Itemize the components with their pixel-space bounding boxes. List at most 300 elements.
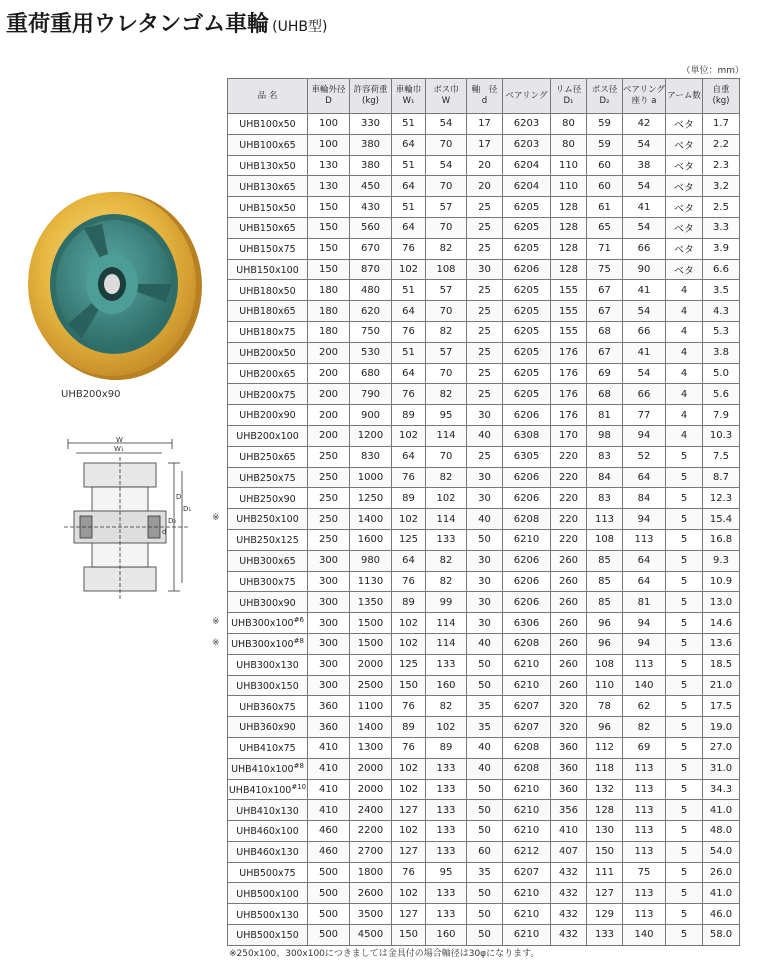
model-name-cell	[228, 259, 308, 280]
column-header-label: ボス径	[591, 85, 618, 95]
column-header-sublabel: D₁	[563, 96, 574, 106]
table-row	[228, 301, 740, 322]
table-cell: 380	[350, 134, 392, 155]
table-cell: 127	[587, 883, 623, 904]
table-row	[228, 841, 740, 862]
table-cell: ベタ	[666, 217, 703, 238]
table-cell: 2.2	[703, 134, 740, 155]
table-cell: 3.8	[703, 342, 740, 363]
page-title	[6, 7, 327, 38]
table-cell: 360	[551, 779, 587, 800]
table-cell: 4	[666, 321, 703, 342]
table-cell: 6212	[503, 841, 551, 862]
table-cell: 6204	[503, 155, 551, 176]
table-cell: 133	[426, 883, 467, 904]
table-cell: 260	[551, 571, 587, 592]
table-cell: 82	[426, 384, 467, 405]
table-cell: 113	[623, 800, 666, 821]
table-cell: 1350	[350, 592, 392, 613]
table-cell: 407	[551, 841, 587, 862]
column-header-label: アーム数	[667, 90, 701, 101]
table-cell: 9.3	[703, 550, 740, 571]
table-cell: 360	[551, 758, 587, 779]
table-cell: 6.6	[703, 259, 740, 280]
table-cell: 51	[392, 342, 426, 363]
table-cell: 560	[350, 217, 392, 238]
table-cell: ベタ	[666, 134, 703, 155]
table-cell: 102	[392, 779, 426, 800]
table-cell: 110	[551, 155, 587, 176]
model-name: UHB300x75	[239, 577, 296, 588]
table-cell: 25	[467, 280, 503, 301]
table-cell: 176	[551, 384, 587, 405]
table-cell: 64	[392, 446, 426, 467]
table-cell: 320	[551, 696, 587, 717]
table-cell: 4	[666, 425, 703, 446]
table-cell: 76	[392, 238, 426, 259]
model-name: UHB250x90	[239, 493, 296, 505]
table-cell: 67	[587, 280, 623, 301]
table-cell: 430	[350, 197, 392, 218]
table-cell: 980	[350, 550, 392, 571]
table-cell: 76	[392, 737, 426, 758]
table-cell: 5	[666, 925, 703, 946]
table-cell: 1000	[350, 467, 392, 488]
table-cell: 96	[587, 717, 623, 738]
table-row	[228, 571, 740, 592]
table-cell: 432	[551, 862, 587, 883]
table-cell: 2700	[350, 841, 392, 862]
table-cell: 133	[426, 800, 467, 821]
table-cell: ベタ	[666, 197, 703, 218]
table-cell: 35	[467, 862, 503, 883]
table-cell: 6205	[503, 301, 551, 322]
model-name: UHB300x90	[239, 597, 296, 609]
table-cell: 50	[467, 529, 503, 550]
model-name: UHB300x100	[231, 639, 294, 651]
table-cell: 6205	[503, 217, 551, 238]
table-cell: 128	[551, 197, 587, 218]
table-cell: 113	[623, 841, 666, 862]
table-cell: 89	[392, 488, 426, 509]
model-name-cell	[228, 467, 308, 488]
table-cell: 300	[308, 633, 350, 654]
table-cell: 82	[426, 696, 467, 717]
table-cell: 54.0	[703, 841, 740, 862]
model-name: UHB500x75	[239, 868, 296, 880]
table-cell: 114	[426, 613, 467, 634]
model-name-cell	[228, 321, 308, 342]
model-suffix: #8	[293, 762, 304, 771]
table-row	[228, 321, 740, 342]
table-cell: 66	[623, 321, 666, 342]
table-cell: 360	[308, 717, 350, 738]
table-cell: 70	[426, 363, 467, 384]
table-cell: 42	[623, 114, 666, 135]
column-header-label: 自重	[712, 85, 730, 95]
table-cell: 5	[666, 571, 703, 592]
table-cell: 220	[551, 509, 587, 530]
table-cell: 82	[426, 550, 467, 571]
table-cell: 113	[623, 883, 666, 904]
table-header-row	[228, 79, 740, 114]
table-cell: 80	[551, 114, 587, 135]
table-cell: 64	[392, 363, 426, 384]
column-header	[228, 79, 308, 114]
table-cell: 82	[623, 717, 666, 738]
table-cell: 360	[551, 737, 587, 758]
model-name: UHB200x75	[239, 389, 296, 401]
table-row	[228, 155, 740, 176]
model-name: UHB410x100	[228, 784, 292, 796]
table-cell: 200	[308, 384, 350, 405]
table-cell: 114	[426, 509, 467, 530]
model-name-cell	[228, 197, 308, 218]
table-cell: 260	[551, 550, 587, 571]
model-name-cell	[228, 425, 308, 446]
table-cell: 6205	[503, 197, 551, 218]
model-suffix: #10	[291, 782, 307, 791]
drawing-label-d2: D₂	[168, 517, 177, 525]
table-cell: 1250	[350, 488, 392, 509]
column-header	[467, 79, 503, 114]
table-cell: 180	[308, 321, 350, 342]
table-row	[228, 176, 740, 197]
table-cell: 108	[587, 529, 623, 550]
model-name-cell	[228, 571, 308, 592]
model-name: UHB250x100	[236, 514, 299, 526]
table-cell: 70	[426, 176, 467, 197]
table-cell: 460	[308, 821, 350, 842]
table-cell: 18.5	[703, 654, 740, 675]
table-cell: 450	[350, 176, 392, 197]
table-cell: 300	[308, 571, 350, 592]
table-row	[228, 821, 740, 842]
table-cell: 170	[551, 425, 587, 446]
table-cell: 51	[392, 114, 426, 135]
table-cell: 128	[587, 800, 623, 821]
table-cell: 82	[426, 238, 467, 259]
table-cell: 102	[392, 633, 426, 654]
table-cell: 89	[392, 405, 426, 426]
table-cell: 220	[551, 467, 587, 488]
table-cell: 6206	[503, 550, 551, 571]
model-name-cell	[228, 176, 308, 197]
table-cell: 260	[551, 592, 587, 613]
table-cell: 150	[308, 217, 350, 238]
table-cell: 410	[551, 821, 587, 842]
table-cell: 6208	[503, 633, 551, 654]
table-cell: 6206	[503, 405, 551, 426]
table-cell: 200	[308, 342, 350, 363]
table-cell: 250	[308, 509, 350, 530]
table-cell: 150	[308, 259, 350, 280]
model-name: UHB250x125	[236, 535, 299, 547]
table-cell: 260	[551, 675, 587, 696]
table-cell: 96	[587, 613, 623, 634]
table-row	[228, 280, 740, 301]
table-cell: 13.0	[703, 592, 740, 613]
model-name: UHB460x130	[236, 847, 299, 859]
table-cell: 4500	[350, 925, 392, 946]
model-name: UHB500x150	[236, 930, 299, 942]
table-cell: 98	[587, 425, 623, 446]
table-cell: 300	[308, 592, 350, 613]
model-name-cell	[228, 114, 308, 135]
model-name: UHB180x65	[239, 306, 296, 318]
table-cell: 5	[666, 862, 703, 883]
table-cell: 6205	[503, 280, 551, 301]
model-name-cell	[228, 717, 308, 738]
table-cell: 2600	[350, 883, 392, 904]
table-cell: ベタ	[666, 176, 703, 197]
drawing-label-d: D	[176, 493, 182, 501]
column-header	[350, 79, 392, 114]
table-cell: 70	[426, 301, 467, 322]
table-row	[228, 446, 740, 467]
table-cell: 76	[392, 571, 426, 592]
table-cell: 50	[467, 779, 503, 800]
table-cell: 2400	[350, 800, 392, 821]
table-cell: 500	[308, 925, 350, 946]
table-cell: 6205	[503, 321, 551, 342]
table-cell: 300	[308, 613, 350, 634]
table-cell: 6206	[503, 467, 551, 488]
table-cell: 1500	[350, 633, 392, 654]
table-row	[228, 904, 740, 925]
table-cell: 41	[623, 342, 666, 363]
table-cell: 4	[666, 342, 703, 363]
table-cell: 250	[308, 529, 350, 550]
table-cell: 1300	[350, 737, 392, 758]
table-cell: 54	[623, 134, 666, 155]
table-cell: 102	[392, 758, 426, 779]
table-cell: 96	[587, 633, 623, 654]
column-header	[666, 79, 703, 114]
table-cell: 127	[392, 904, 426, 925]
table-cell: 133	[426, 821, 467, 842]
table-cell: 110	[587, 675, 623, 696]
table-cell: 3.3	[703, 217, 740, 238]
model-name-cell	[228, 217, 308, 238]
table-cell: 5	[666, 467, 703, 488]
model-name-cell	[228, 446, 308, 467]
table-cell: 133	[426, 779, 467, 800]
table-cell: 94	[623, 633, 666, 654]
drawing-label-w: W	[116, 437, 123, 444]
table-cell: 17	[467, 114, 503, 135]
table-body	[228, 114, 740, 946]
table-row	[228, 696, 740, 717]
model-name-cell	[228, 633, 308, 654]
table-cell: 52	[623, 446, 666, 467]
table-cell: 25	[467, 384, 503, 405]
table-cell: 500	[308, 904, 350, 925]
table-cell: 128	[551, 259, 587, 280]
table-cell: 50	[467, 821, 503, 842]
table-cell: 68	[587, 321, 623, 342]
table-cell: 5.6	[703, 384, 740, 405]
table-cell: 102	[392, 259, 426, 280]
table-cell: 250	[308, 446, 350, 467]
table-cell: 41	[623, 197, 666, 218]
table-cell: 6204	[503, 176, 551, 197]
table-cell: 1500	[350, 613, 392, 634]
title-main: 重荷重用ウレタンゴム車輪	[6, 12, 270, 37]
table-cell: 113	[623, 904, 666, 925]
table-cell: 113	[587, 509, 623, 530]
table-cell: 113	[623, 654, 666, 675]
table-cell: 111	[587, 862, 623, 883]
table-cell: 790	[350, 384, 392, 405]
table-cell: 300	[308, 654, 350, 675]
table-cell: 5	[666, 446, 703, 467]
table-row	[228, 654, 740, 675]
model-name-cell	[228, 405, 308, 426]
table-cell: 6203	[503, 114, 551, 135]
table-cell: 99	[426, 592, 467, 613]
table-cell: 38	[623, 155, 666, 176]
column-header-sublabel: D₂	[599, 96, 610, 106]
table-cell: 64	[392, 301, 426, 322]
table-cell: 5	[666, 904, 703, 925]
table-cell: 380	[350, 155, 392, 176]
table-cell: 54	[623, 176, 666, 197]
table-cell: 133	[426, 529, 467, 550]
table-cell: 5	[666, 821, 703, 842]
table-cell: 220	[551, 446, 587, 467]
table-cell: 66	[623, 238, 666, 259]
table-cell: 220	[551, 488, 587, 509]
table-cell: 68	[587, 384, 623, 405]
table-cell: 250	[308, 488, 350, 509]
model-name-cell	[228, 592, 308, 613]
table-row	[228, 134, 740, 155]
model-name: UHB460x100	[236, 826, 299, 838]
table-cell: 5	[666, 654, 703, 675]
table-row	[228, 217, 740, 238]
table-row	[228, 425, 740, 446]
table-cell: 130	[587, 821, 623, 842]
table-cell: 870	[350, 259, 392, 280]
table-cell: 500	[308, 883, 350, 904]
table-cell: 900	[350, 405, 392, 426]
table-cell: 81	[587, 405, 623, 426]
table-cell: 150	[308, 197, 350, 218]
table-cell: 200	[308, 363, 350, 384]
table-cell: 7.9	[703, 405, 740, 426]
table-cell: 102	[392, 883, 426, 904]
table-row	[228, 363, 740, 384]
table-cell: 320	[551, 717, 587, 738]
table-cell: 21.0	[703, 675, 740, 696]
table-cell: 94	[623, 509, 666, 530]
model-name-cell	[228, 841, 308, 862]
table-cell: ベタ	[666, 238, 703, 259]
table-row	[228, 883, 740, 904]
table-cell: 50	[467, 925, 503, 946]
model-name-cell	[228, 675, 308, 696]
column-header-label: リム径	[555, 85, 582, 95]
column-header	[623, 79, 666, 114]
model-name: UHB500x100	[236, 888, 299, 900]
table-cell: 85	[587, 571, 623, 592]
table-cell: 155	[551, 280, 587, 301]
table-cell: 83	[587, 488, 623, 509]
table-cell: 4	[666, 280, 703, 301]
table-cell: 432	[551, 883, 587, 904]
model-name: UHB150x75	[239, 244, 296, 256]
table-cell: 410	[308, 779, 350, 800]
model-name: UHB360x75	[239, 701, 296, 713]
table-row	[228, 737, 740, 758]
model-name: UHB180x75	[239, 327, 296, 339]
table-cell: 6210	[503, 883, 551, 904]
table-cell: 62	[623, 696, 666, 717]
model-name-cell	[228, 821, 308, 842]
table-row	[228, 675, 740, 696]
model-name: UHB500x130	[236, 909, 299, 921]
column-header-sublabel: (kg)	[712, 96, 730, 106]
table-cell: 176	[551, 405, 587, 426]
table-cell: 114	[426, 633, 467, 654]
table-cell: 40	[467, 758, 503, 779]
table-cell: 432	[551, 925, 587, 946]
table-cell: 250	[308, 467, 350, 488]
table-cell: 82	[426, 467, 467, 488]
column-header	[703, 79, 740, 114]
table-cell: 64	[392, 176, 426, 197]
table-cell: 5	[666, 841, 703, 862]
table-cell: 34.3	[703, 779, 740, 800]
table-cell: 2.3	[703, 155, 740, 176]
table-cell: 140	[623, 925, 666, 946]
table-cell: 133	[426, 841, 467, 862]
table-cell: 10.3	[703, 425, 740, 446]
table-cell: 155	[551, 301, 587, 322]
table-cell: 75	[587, 259, 623, 280]
table-cell: 46.0	[703, 904, 740, 925]
table-cell: 51	[392, 155, 426, 176]
table-cell: 40	[467, 633, 503, 654]
table-cell: 76	[392, 696, 426, 717]
table-cell: 19.0	[703, 717, 740, 738]
model-name-cell	[228, 384, 308, 405]
table-cell: 16.8	[703, 529, 740, 550]
table-cell: 128	[551, 238, 587, 259]
table-cell: 30	[467, 467, 503, 488]
table-cell: 25	[467, 197, 503, 218]
wheel-photo	[24, 188, 204, 383]
table-cell: 60	[467, 841, 503, 862]
table-cell: ベタ	[666, 259, 703, 280]
table-cell: 41.0	[703, 883, 740, 904]
table-cell: 8.7	[703, 467, 740, 488]
model-name: UHB200x50	[239, 348, 296, 360]
column-header-label: 車輪外径	[311, 85, 346, 95]
table-cell: 58.0	[703, 925, 740, 946]
table-row	[228, 613, 740, 634]
table-cell: 5	[666, 592, 703, 613]
table-cell: 102	[426, 717, 467, 738]
table-row	[228, 592, 740, 613]
table-cell: 57	[426, 342, 467, 363]
table-cell: 155	[551, 321, 587, 342]
model-name-cell	[228, 488, 308, 509]
table-cell: 127	[392, 841, 426, 862]
table-cell: 6308	[503, 425, 551, 446]
table-cell: 25	[467, 238, 503, 259]
